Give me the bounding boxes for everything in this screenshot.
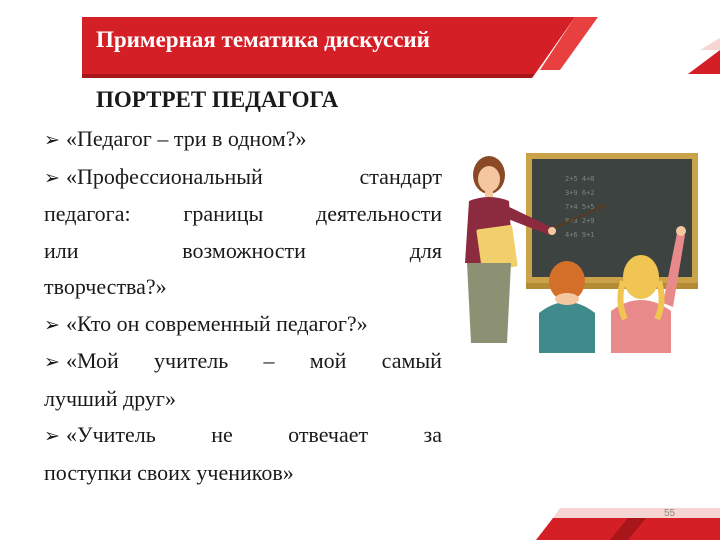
topic-word: за [423,422,442,447]
topic-word: возможности [182,237,306,263]
topic-word: границы [183,201,264,226]
topic-word: «Мой [66,348,119,373]
svg-text:4+6 9+1: 4+6 9+1 [565,231,595,239]
svg-text:8+3 2+9: 8+3 2+9 [565,217,595,225]
footer-pale-stripe [553,508,720,518]
topic-word: – [263,348,275,373]
topic-word: «Педагог – три в одном?» [66,126,307,151]
page-number: 55 [664,508,676,519]
topic-word: поступки своих учеников» [44,459,294,485]
topic-word: не [211,422,233,447]
topic-word: «Учитель [66,422,156,447]
slide-title: Примерная тематика дискуссий [96,27,430,52]
topic-word: творчества?» [44,274,167,299]
topic-word: педагога: [44,201,131,226]
topic-word: или [44,237,79,263]
topic-word: учитель [154,348,229,373]
svg-text:2+5 4+8: 2+5 4+8 [565,175,595,183]
arrow-bullet-icon: ➢ [44,313,60,336]
topic-word: деятельности [316,201,442,226]
topic-word: «Кто он современный педагог?» [66,310,368,336]
topic-word: отвечает [288,422,369,447]
arrow-bullet-icon: ➢ [44,129,60,151]
topic-word: лучший друг» [44,385,176,411]
arrow-bullet-icon: ➢ [44,166,60,189]
arrow-bullet-icon: ➢ [44,425,60,447]
topic-word: стандарт [359,163,442,189]
arrow-bullet-icon: ➢ [44,351,60,373]
topic-word: мой [309,348,347,373]
topic-word: самый [381,348,442,373]
topic-word: для [409,237,442,263]
svg-text:7+4 5+5: 7+4 5+5 [565,203,595,211]
topic-word: «Профессиональный [66,163,263,189]
svg-text:3+9 6+2: 3+9 6+2 [565,189,595,197]
section-subtitle: ПОРТРЕТ ПЕДАГОГА [96,87,339,112]
